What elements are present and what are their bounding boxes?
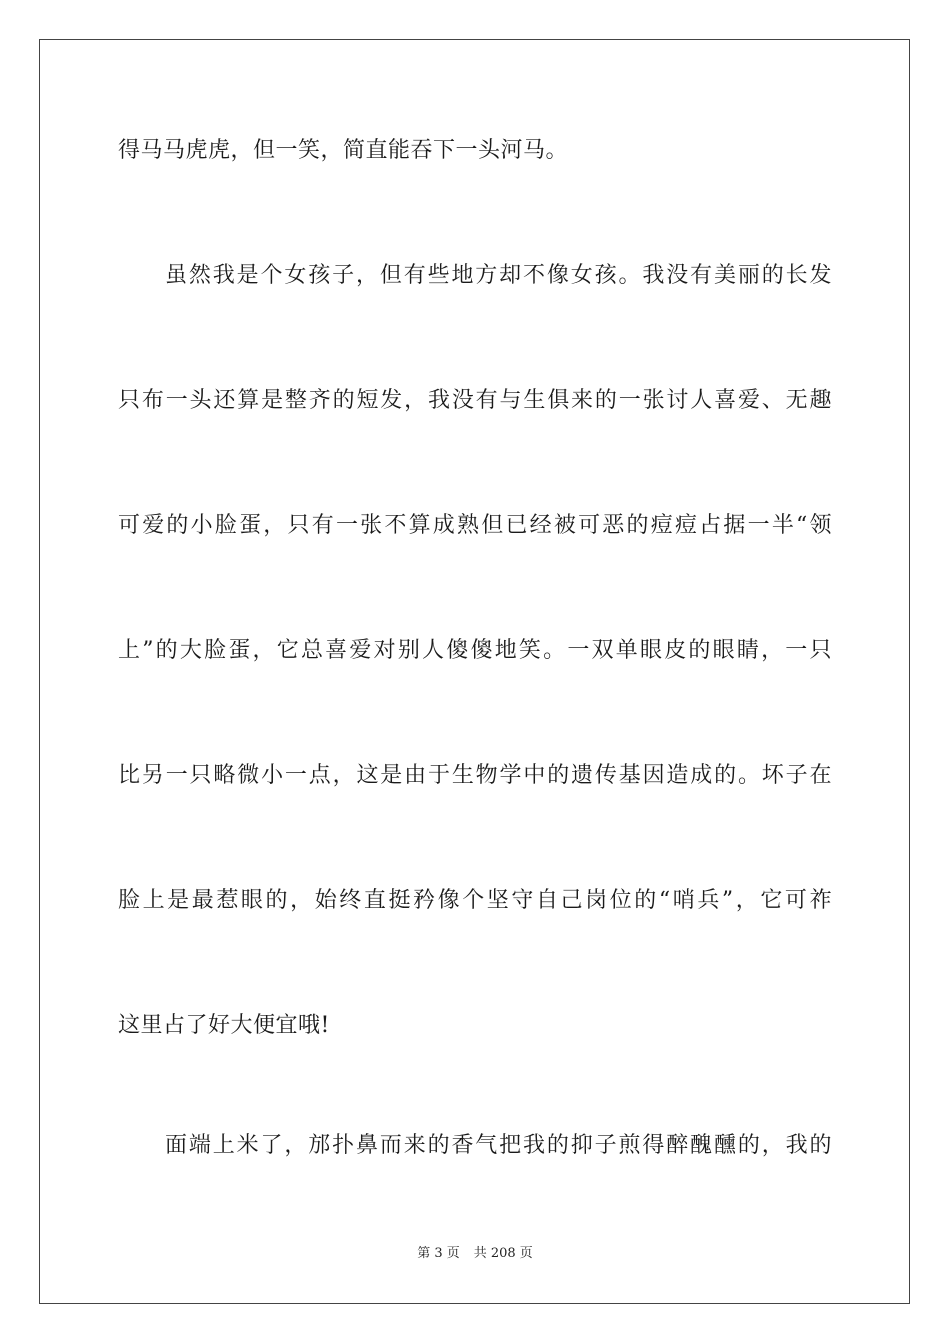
page-total: 共 208 页 [473,1246,533,1261]
text-line: 只布一头还算是整齐的短发，我没有与生俱来的一张讨人喜爱、无趣 [118,388,832,413]
text-line: 得马马虎虎，但一笑，简直能吞下一头河马。 [118,138,569,163]
text-line: 脸上是最惹眼的，始终直挺矜像个坚守自己岗位的“哨兵”，它可祚 [118,888,832,913]
page-border [39,39,910,1304]
text-line: 虽然我是个女孩子，但有些地方却不像女孩。我没有美丽的长发 [165,263,832,288]
text-line: 可爱的小脸蛋，只有一张不算成熟但已经被可恶的痘痘占据一半“领 [118,513,832,538]
text-line: 比另一只略微小一点，这是由于生物学中的遗传基因造成的。坏子在 [118,763,832,788]
text-line: 上”的大脸蛋，它总喜爱对别人傻傻地笑。一双单眼皮的眼睛，一只 [118,638,832,663]
text-line: 面端上米了，邡扑鼻而来的香气把我的抑子煎得醉醜醺的，我的 [165,1133,832,1158]
page-footer [0,1245,950,1263]
page-number: 第 3 页 [417,1246,460,1261]
text-line: 这里占了好大便宜哦! [118,1013,330,1038]
